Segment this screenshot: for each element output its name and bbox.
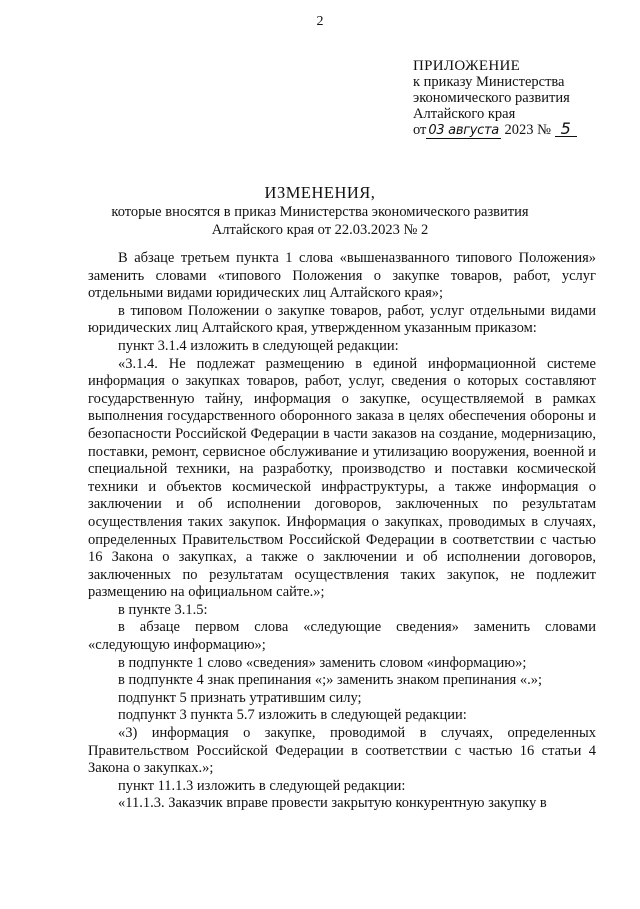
document-title-block (0, 183, 640, 239)
body-paragraph: В абзаце третьем пункта 1 слова «вышеназванного типового Положения» заменить словами «типового Положения о закупке товаров, работ, услуг отдельными видами юридических лиц Алтайского края»; (88, 250, 596, 302)
body-paragraph: пункт 3.1.4 изложить в следующей редакции: (118, 337, 399, 354)
body-paragraph: подпункт 3 пункта 5.7 изложить в следующей редакции: (118, 707, 467, 724)
document-subtitle-line: Алтайского края от 22.03.2023 № 2 (211, 222, 429, 238)
document-subtitle-line: которые вносятся в приказ Министерства экономического развития (111, 204, 529, 220)
year-text: 2023 № (504, 122, 552, 138)
appendix-block (413, 58, 623, 139)
appendix-date-line (413, 119, 623, 139)
body-paragraph: «11.1.3. Заказчик вправе провести закрытую конкурентную закупку в (118, 795, 547, 812)
document-title: ИЗМЕНЕНИЯ, (264, 183, 376, 202)
appendix-line: Алтайского края (413, 106, 516, 122)
appendix-line: к приказу Министерства (413, 74, 565, 90)
body-paragraph: в пункте 3.1.5: (118, 601, 208, 618)
body-paragraph: в подпункте 4 знак препинания «;» заменить знаком препинания «.»; (118, 672, 543, 689)
page-number: 2 (316, 14, 324, 29)
date-prefix: от (413, 122, 427, 138)
appendix-heading: ПРИЛОЖЕНИЕ (413, 58, 521, 74)
handwritten-date: 03 августа (428, 123, 499, 138)
body-paragraph: в подпункте 1 слово «сведения» заменить словом «информацию»; (118, 654, 527, 671)
handwritten-order-number: 5 (555, 122, 577, 137)
body-paragraph: в абзаце первом слова «следующие сведения» заменить словами «следующую информацию»; (88, 619, 596, 654)
body-paragraph: подпункт 5 признать утратившим силу; (118, 689, 362, 706)
appendix-line: экономического развития (413, 90, 570, 106)
body-paragraph: «3) информация о закупке, проводимой в случаях, определенных Правительством Российской Федерации в соответствии с частью 16 статьи 4 Закона о закупках.»; (88, 725, 596, 777)
document-body (88, 250, 596, 813)
body-paragraph: в типовом Положении о закупке товаров, работ, услуг отдельными видами юридических лиц Алтайского края, утвержденном указанным приказом: (88, 302, 596, 337)
body-paragraph: «3.1.4. Не подлежат размещению в единой информационной системе информация о закупках товаров, работ, услуг, сведения о которых составляют государственную тайну, информация о закупке, осуществляемой в рамках выполнения государственного оборонного заказа в целях обеспечения обороны и безопасности Российской Федерации в части заказов на создание, модернизацию, поставки, ремонт, сервисное обслуживание и утилизацию вооружения, военной и специальной техники, на разработку, производство и поставки космической техники и объектов космической инфраструктуры, а также информация о заключении и об исполнении договоров, заключенных по результатам осуществления таких закупок. Информация о закупках, проводимых в случаях, определенных Правительством Российской Федерации в соответствии с частью 16 Закона о закупках, а также о заключении и об исполнении договоров, заключенных по результатам осуществления таких закупок, не подлежит размещению на официальном сайте.»; (88, 355, 596, 601)
body-paragraph: пункт 11.1.3 изложить в следующей редакции: (118, 777, 406, 794)
